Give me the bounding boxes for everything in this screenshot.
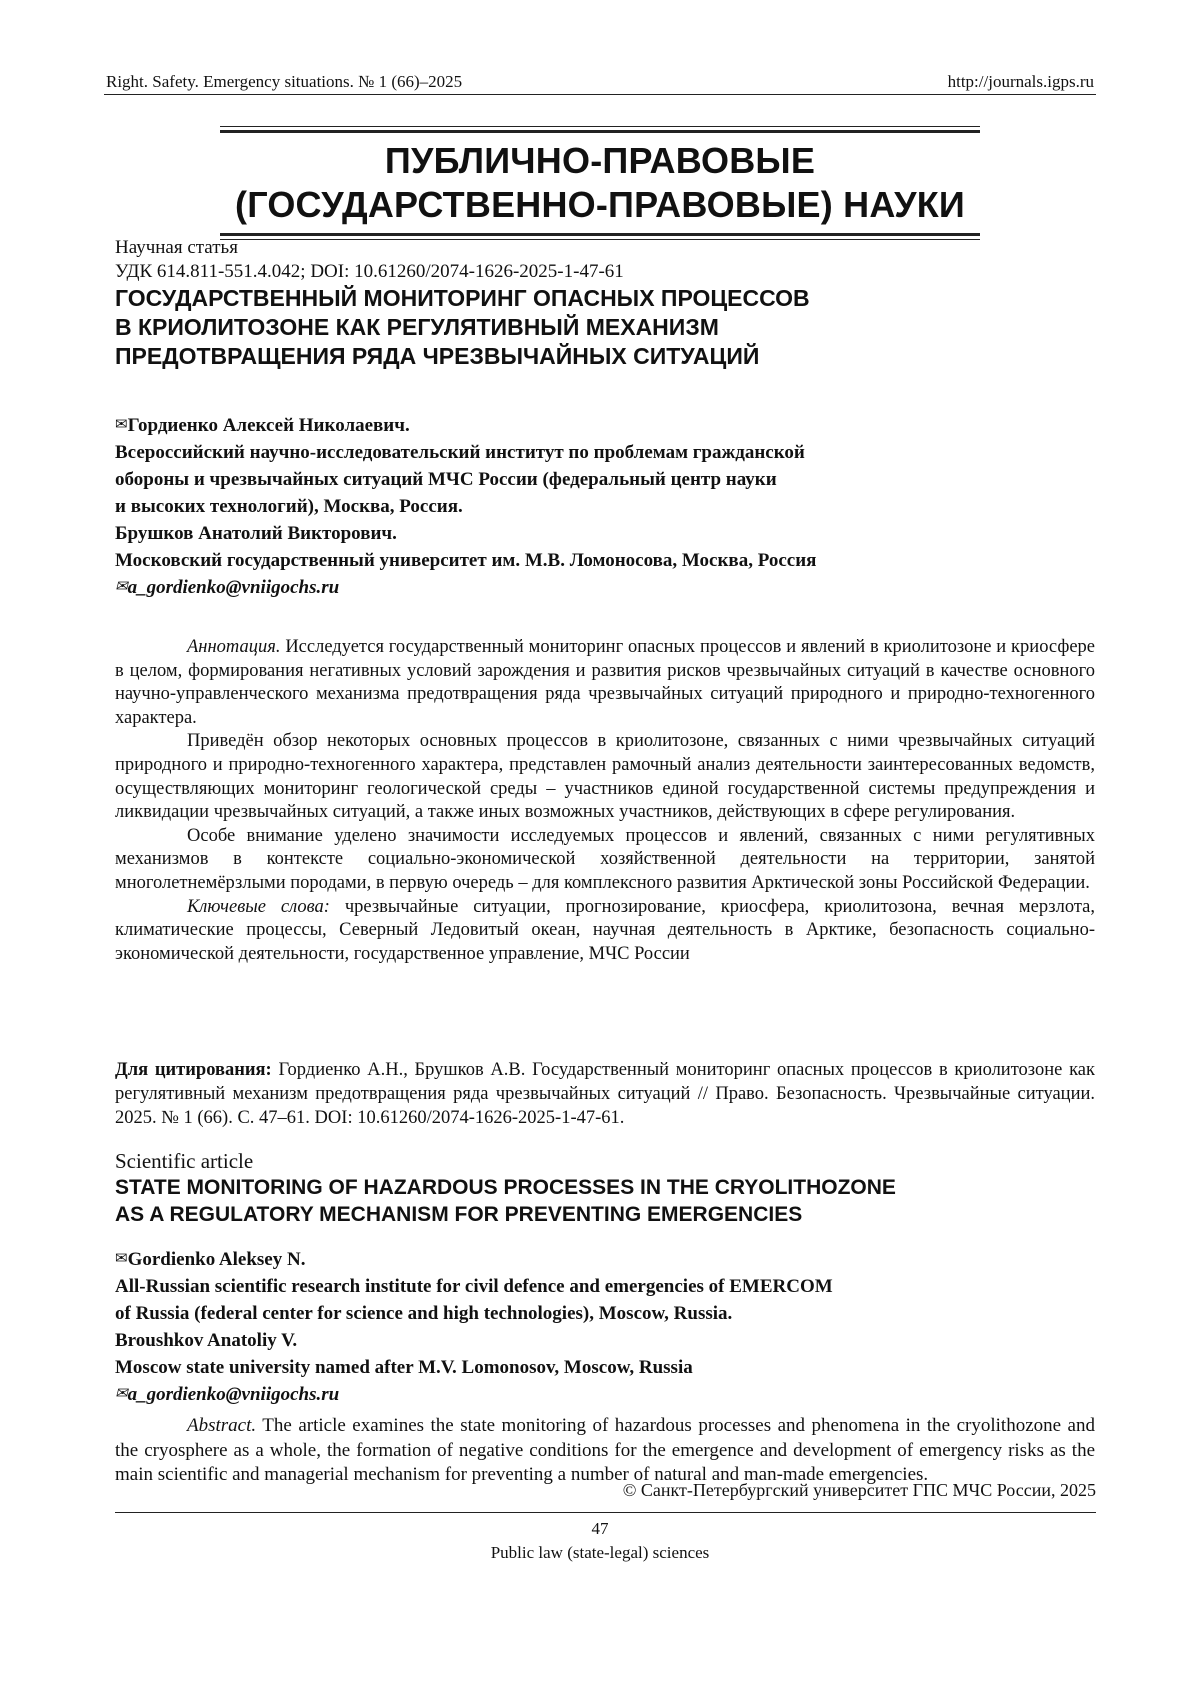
footer-section-name: Public law (state-legal) sciences xyxy=(490,1543,710,1562)
author-name: Gordienko Aleksey N. xyxy=(127,1249,306,1270)
mail-icon: ✉ xyxy=(115,579,128,595)
ru-authors xyxy=(115,412,1095,601)
keywords-text: чрезвычайные ситуации, прогнозирование, криосфера, криолитозона, вечная мерзлота, климатические процессы, Северный Ледовитый океан, научная деятельность в Арктике, безопасность социально-экономической деятельности, государственное управление, МЧС России xyxy=(115,896,1095,964)
article-title-en xyxy=(115,1174,1095,1228)
abstract-paragraph xyxy=(115,825,1095,896)
abstract-text: Приведён обзор некоторых основных процессов в криолитозоне, связанных с ними чрезвычайных ситуаций природного и природно-техногенного характера, представлен рамочный анализ деятельности заинтересованных ведомств, осуществляющих мониторинг геологической среды – участников единой государственной системы предупреждения и ликвидации чрезвычайных ситуаций, а также иных возможных участников, действующих в сфере регулирования. xyxy=(115,731,1095,823)
article-type: Научная статья xyxy=(115,237,238,258)
abstract-text: Особе внимание уделено значимости исследуемых процессов и явлений, связанных с ними регулятивных механизмов в контексте социально-экономической хозяйственной деятельности на территории, занятой многолетнемёрзлыми породами, в первую очередь – для комплексного развития Арктической зоны Российской Федерации. xyxy=(115,825,1095,893)
ru-article-header xyxy=(115,236,1095,371)
section-title-line: (ГОСУДАРСТВЕННО-ПРАВОВЫЕ) НАУКИ xyxy=(235,184,965,225)
ru-abstract xyxy=(115,636,1095,966)
keywords-paragraph xyxy=(115,896,1095,967)
title-line: ГОСУДАРСТВЕННЫЙ МОНИТОРИНГ ОПАСНЫХ ПРОЦЕССОВ xyxy=(115,285,810,311)
affiliation-line: of Russia (federal center for science and high technologies), Moscow, Russia. xyxy=(115,1303,733,1324)
mail-icon: ✉ xyxy=(115,1386,128,1402)
udc-doi: УДК 614.811-551.4.042; DOI: 10.61260/2074-1626-2025-1-47-61 xyxy=(115,261,624,282)
author-name: Broushkov Anatoliy V. xyxy=(115,1330,298,1351)
keywords-label: Ключевые слова: xyxy=(187,896,330,917)
journal-url[interactable]: http://journals.igps.ru xyxy=(947,72,1094,91)
section-title xyxy=(120,139,1080,227)
en-article-header xyxy=(115,1148,1095,1228)
abstract-paragraph xyxy=(115,730,1095,824)
author-line xyxy=(115,412,1095,439)
affiliation-line: Moscow state university named after M.V. Lomonosov, Moscow, Russia xyxy=(115,1357,693,1378)
email-line[interactable] xyxy=(115,1381,1095,1408)
abstract-text: Исследуется государственный мониторинг опасных процессов и явлений в криолитозоне и криосфере в целом, формирования негативных условий зарождения и развития рисков чрезвычайных ситуаций в качестве основного научно-управленческого механизма предотвращения ряда чрезвычайных ситуаций природного и природно-техногенного характера. xyxy=(115,637,1095,728)
title-line: В КРИОЛИТОЗОНЕ КАК РЕГУЛЯТИВНЫЙ МЕХАНИЗМ xyxy=(115,314,719,340)
email-address[interactable]: a_gordienko@vniigochs.ru xyxy=(127,1384,340,1405)
title-line: ПРЕДОТВРАЩЕНИЯ РЯДА ЧРЕЗВЫЧАЙНЫХ СИТУАЦИЙ xyxy=(115,343,760,369)
abstract-text: The article examines the state monitoring of hazardous processes and phenomena in the cryolithozone and the cryosphere as a whole, the formation of negative conditions for the emergence and development of emergency risks as the main scientific and managerial mechanism for preventing a number of natural and man-made emergencies. xyxy=(115,1415,1095,1485)
email-line[interactable] xyxy=(115,574,1095,601)
mail-icon: ✉ xyxy=(115,1251,128,1267)
journal-name: Right. Safety. Emergency situations. № 1 (66)–2025 xyxy=(106,72,463,91)
abstract-paragraph xyxy=(115,636,1095,730)
section-rule-top xyxy=(220,126,980,133)
footer-rule xyxy=(115,1512,1096,1513)
abstract-label: Abstract. xyxy=(187,1415,257,1436)
copyright: © Санкт-Петербургский университет ГПС МЧС России, 2025 xyxy=(622,1480,1096,1500)
author-name: Брушков Анатолий Викторович. xyxy=(115,523,397,544)
author-line xyxy=(115,1246,1095,1273)
title-line: AS A REGULATORY MECHANISM FOR PREVENTING EMERGENCIES xyxy=(115,1203,803,1226)
citation-text: Гордиенко А.Н., Брушков А.В. Государственный мониторинг опасных процессов в криолитозоне как регулятивный механизм предотвращения ряда чрезвычайных ситуаций // Право. Безопасность. Чрезвычайные ситуации. 2025. № 1 (66). С. 47–61. DOI: 10.61260/2074-1626-2025-1-47-61. xyxy=(115,1060,1095,1128)
affiliation-line: Московский государственный университет им. М.В. Ломоносова, Москва, Россия xyxy=(115,550,817,571)
author-name: Гордиенко Алексей Николаевич. xyxy=(127,415,410,436)
citation-block xyxy=(115,1058,1095,1130)
affiliation-line: Всероссийский научно-исследовательский институт по проблемам гражданской xyxy=(115,442,805,463)
citation-label: Для цитирования: xyxy=(115,1060,272,1080)
page-number: 47 xyxy=(591,1519,609,1538)
en-abstract xyxy=(115,1414,1095,1488)
section-heading xyxy=(120,126,1080,240)
en-authors xyxy=(115,1246,1095,1408)
email-address[interactable]: a_gordienko@vniigochs.ru xyxy=(127,577,340,598)
mail-icon: ✉ xyxy=(115,417,128,433)
abstract-label: Аннотация. xyxy=(187,637,281,657)
affiliation-line: обороны и чрезвычайных ситуаций МЧС России (федеральный центр науки xyxy=(115,469,777,490)
section-title-line: ПУБЛИЧНО-ПРАВОВЫЕ xyxy=(384,140,816,181)
article-type-en: Scientific article xyxy=(115,1149,254,1173)
abstract-paragraph xyxy=(115,1414,1095,1488)
affiliation-line: и высоких технологий), Москва, Россия. xyxy=(115,496,463,517)
article-title xyxy=(115,284,1095,371)
affiliation-line: All-Russian scientific research institute for civil defence and emergencies of EMERCOM xyxy=(115,1276,833,1297)
running-header xyxy=(104,70,1096,95)
title-line: STATE MONITORING OF HAZARDOUS PROCESSES IN THE CRYOLITHOZONE xyxy=(115,1176,896,1199)
